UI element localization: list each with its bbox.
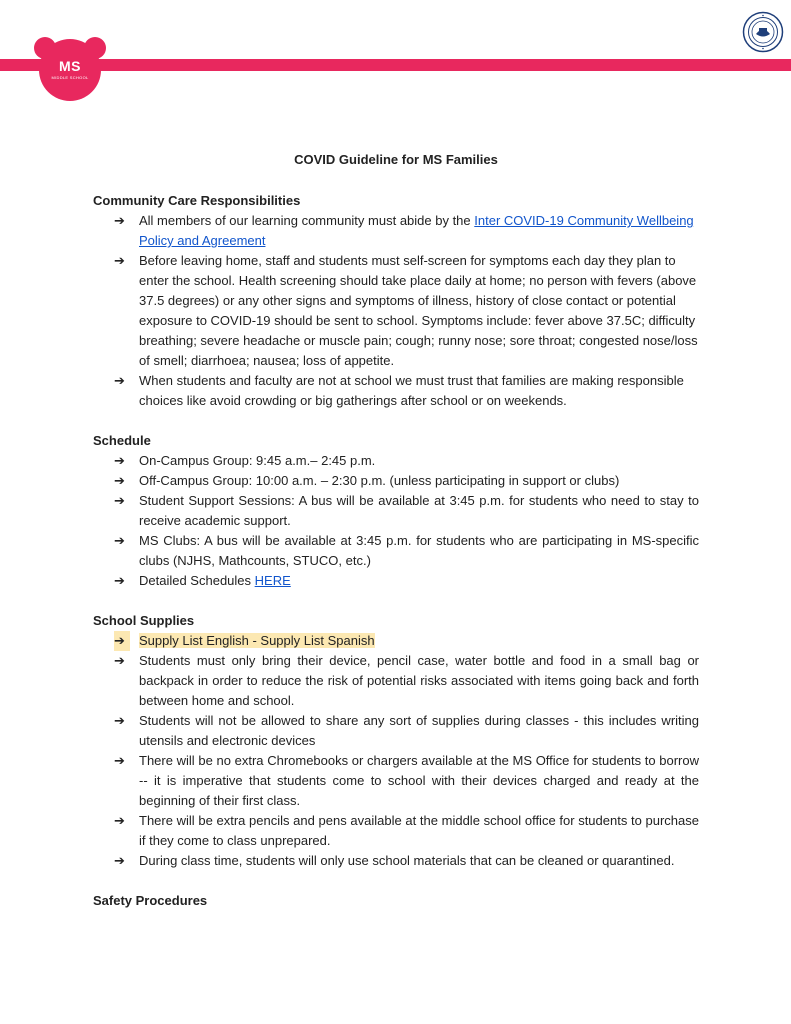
arrow-bullet-icon: ➔ — [114, 713, 125, 728]
page-title: COVID Guideline for MS Families — [294, 152, 498, 167]
arrow-bullet-icon: ➔ — [114, 493, 125, 508]
list-item-text: There will be extra pencils and pens available at the middle school office for students to purchase if they come to class unprepared. — [139, 813, 699, 848]
section-heading: School Supplies — [93, 613, 195, 628]
list-item — [93, 471, 699, 491]
section-community-care — [93, 191, 699, 411]
list-item-text: Students must only bring their device, pencil case, water bottle and food in a small bag or backpack in order to reduce the risk of potential risks associated with items going back and forth between home and school. — [139, 653, 699, 708]
list-item — [93, 451, 699, 471]
detailed-schedules-link[interactable]: HERE — [254, 573, 291, 588]
wellbeing-policy-link[interactable]: Inter COVID-19 Community Wellbeing Policy and Agreement — [139, 213, 694, 248]
section-schedule — [93, 431, 699, 591]
arrow-bullet-icon: ➔ — [114, 253, 125, 268]
section-school-supplies — [93, 611, 699, 871]
section-heading: Safety Procedures — [93, 893, 208, 908]
arrow-bullet-icon: ➔ — [114, 473, 125, 488]
section-heading: Community Care Responsibilities — [93, 193, 301, 208]
arrow-bullet-icon: ➔ — [114, 453, 125, 468]
list-item — [93, 751, 699, 811]
bullet-list — [93, 451, 699, 591]
list-item — [93, 651, 699, 711]
list-item — [93, 631, 699, 651]
list-item — [93, 211, 699, 251]
arrow-bullet-icon: ➔ — [114, 631, 130, 651]
list-item-text: Student Support Sessions: A bus will be available at 3:45 p.m. for students who need to stay to receive academic support. — [139, 493, 699, 528]
list-item — [93, 851, 699, 871]
list-item — [93, 251, 699, 371]
list-item-text: Students will not be allowed to share any sort of supplies during classes - this includes writing utensils and electronic devices — [139, 713, 699, 748]
arrow-bullet-icon: ➔ — [114, 753, 125, 768]
school-seal-icon — [742, 11, 784, 53]
arrow-bullet-icon: ➔ — [114, 853, 125, 868]
list-item-text: During class time, students will only use school materials that can be cleaned or quarantined. — [139, 853, 675, 868]
arrow-bullet-icon: ➔ — [114, 813, 125, 828]
list-item — [93, 491, 699, 531]
list-item — [93, 711, 699, 751]
list-item-text: Off-Campus Group: 10:00 a.m. – 2:30 p.m. (unless participating in support or clubs) — [139, 473, 620, 488]
list-item-text: Detailed Schedules — [139, 573, 255, 588]
arrow-bullet-icon: ➔ — [114, 573, 125, 588]
bullet-list — [93, 631, 699, 871]
logo-text: MS — [59, 58, 81, 74]
section-safety-procedures — [93, 891, 699, 911]
ms-logo — [33, 36, 107, 102]
logo-subtext: MIDDLE SCHOOL — [51, 75, 89, 80]
list-item-text: On-Campus Group: 9:45 a.m.– 2:45 p.m. — [139, 453, 376, 468]
list-item-text: All members of our learning community must abide by the — [139, 213, 475, 228]
list-item — [93, 571, 699, 591]
arrow-bullet-icon: ➔ — [114, 373, 125, 388]
list-item — [93, 811, 699, 851]
list-item-text: When students and faculty are not at school we must trust that families are making responsible choices like avoid crowding or big gatherings after school or on weekends. — [139, 373, 684, 408]
list-item — [93, 531, 699, 571]
list-item-text: MS Clubs: A bus will be available at 3:45 p.m. for students who are participating in MS-specific clubs (NJHS, Mathcounts, STUCO, etc.) — [139, 533, 699, 568]
arrow-bullet-icon: ➔ — [114, 533, 125, 548]
supply-list-link[interactable]: Supply List English - Supply List Spanish — [139, 633, 375, 648]
document-body — [93, 150, 699, 931]
list-item — [93, 371, 699, 411]
arrow-bullet-icon: ➔ — [114, 213, 125, 228]
bullet-list — [93, 211, 699, 411]
list-item-text: There will be no extra Chromebooks or chargers available at the MS Office for students to borrow -- it is imperative that students come to school with their devices charged and ready at the beginning of their first class. — [139, 753, 699, 808]
arrow-bullet-icon: ➔ — [114, 653, 125, 668]
section-heading: Schedule — [93, 433, 151, 448]
header-band — [0, 59, 791, 71]
list-item-text: Before leaving home, staff and students must self-screen for symptoms each day they plan to enter the school. Health screening should take place daily at home; no person with fevers (above 37.5 degrees) or any other signs and symptoms of illness, history of close contact or potential exposure to COVID-19 should be sent to school. Symptoms include: fever above 37.5C; difficulty breathing; severe headache or muscle pain; cough; runny nose; sore throat; congested nose/loss of smell; diarrhoea; nausea; loss of appetite. — [139, 253, 698, 368]
